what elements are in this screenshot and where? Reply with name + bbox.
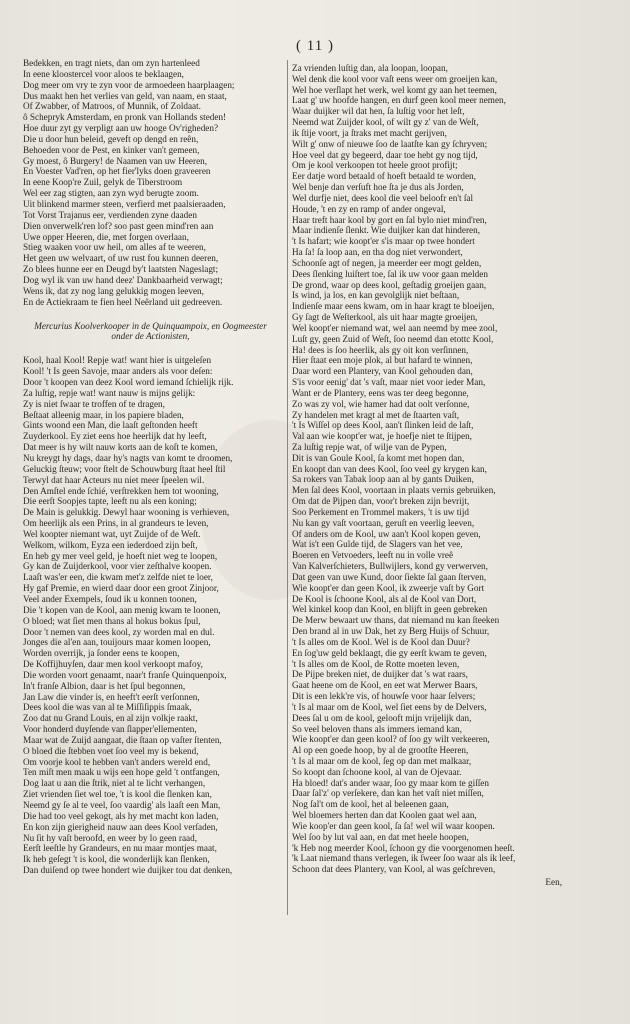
text-line: De Koffijhuyſen, daar men kool verkoopt mafoy, (23, 659, 203, 670)
text-line: Zo was zy vol, wie hamer had dat oolt verſonne, (292, 398, 470, 409)
text-line: Gy moest, ô Burgery! de Naamen van uw Heeren, (23, 155, 208, 166)
text-line: Val aan wie koopt'er wat, je hoefje niet te ſtijpen, (292, 431, 472, 442)
text-line: Indienſe maar eens kwam, om in haar kragt te bloeijen, (292, 301, 495, 312)
text-line: In eene Koop're Zuil, gelyk de Tiberstroom (23, 177, 183, 188)
text-line: 't Is al maar om de kool, ſeg op dan met malkaar, (292, 756, 472, 766)
text-line: Gints woond een Man, die laaſt geſtonden heeft (23, 420, 198, 431)
text-line: 't Is hafart; wie koopt'er s'is maar op twee hondert (292, 236, 475, 247)
text-line: Neemd wat Zuijder kool, of wilt gy z' van de Weſt, (292, 117, 479, 128)
text-line: Wel ſoo by lut val aan, en dat met heele hoopen, (292, 831, 469, 842)
text-line: En Voester Vad'ren, op het fier'lyks doen graveeren (23, 166, 211, 177)
text-line: Nu ſit hy vaſt beroofd, en weer by lo geen raad, (23, 832, 197, 843)
text-line: Wel hoe verſlapt het werk, wel komt gy aan het teemen, (292, 84, 497, 95)
text-line: Hy gaf Premie, en wierd daar door een groot Zinjoor, (23, 583, 219, 594)
text-line: Schoonſe agt of negen, ja meerder eer mogt gelden, (292, 257, 482, 268)
text-line: Boeren en Vetvoeders, leeft nu in volle vreê (292, 550, 454, 561)
text-line: En heb gy mer veel geld, je hoeft niet weg te loopen, (23, 550, 218, 561)
text-line: Daar word een Plantery, van Kool gehouden dan, (292, 366, 473, 377)
text-line: Wel eer zag stigten, aan zyn wyd berugte zoom. (23, 188, 199, 199)
text-line: En koopt dan van dees Kool, ſoo veel gy krygen kan, (292, 463, 487, 474)
text-line: En ſog'uw geld beklaagt, die gy eerſt kwam te geven, (292, 647, 487, 658)
text-line: Schoon dat dees Plantery, van Kool, al was geſchreven, (292, 864, 496, 875)
text-line: Gy ſagt de Weſterkool, als uit haar magte groeijen, (292, 312, 478, 323)
text-line: Hoe duur zyt gy verpligt aan uw hooge Ov'righeden? (23, 123, 219, 134)
text-line: Sa rokers van Tabak loop aan al by gants Duiken, (292, 474, 474, 485)
text-line: Of Zwabber, of Matroos, of Munnik, of Zoldaat. (23, 101, 201, 112)
text-line: Dat meer is hy wilt nauw korts aan de koſt te komen, (23, 442, 218, 453)
text-line: Dit is een lekk're vis, of houwſe voor haar ſelvers; (292, 691, 476, 702)
text-line: Wel bloemers herten dan dat Koolen gaat wel aan, (292, 810, 477, 821)
text-line: Jonges die al'en aan, touijours maar komen loopen, (23, 637, 211, 648)
text-line: Soo Perkement en Trommel makers, 't is uw tijd (292, 506, 469, 517)
right-column (292, 63, 562, 888)
text-line: Door 't koopen van deez Kool word iemand ſchielijk rijk. (23, 377, 234, 388)
text-line: De Main is gelukkig. Dewyl haar wooning is verhieven, (23, 507, 230, 518)
text-line: Bedekken, en tragt niets, dan om zyn hartenleed (23, 58, 200, 68)
text-line: So veel beloven thans als immers iemand kan, (292, 723, 462, 734)
text-line: Dus maakt hen het verlies van geld, van naam, en staat, (23, 90, 227, 101)
text-line: Daar ſal'z' op verſekere, dan kan het vaſt niet miſſen, (292, 788, 484, 799)
text-line: Wel benje dan verſuft hoe ſta je dus als Jorden, (292, 182, 464, 193)
text-line: Geluckig ſteuw; voor ſtelt de Schouwburg ſtaat heel ſtil (23, 463, 226, 474)
text-line: Jan Law die vinder is, en heeft't eerſt verſonnen, (23, 691, 200, 702)
text-line: Kool, haal Kool! Repje wat! want hier is uitgeleſen (23, 355, 212, 366)
text-line: Maar indienſe ſlenkt. Wie duijker kan dat hinderen, (292, 225, 480, 236)
text-line: Ik heb geſegt 't is kool, die wonderlijk kan ſlenken, (23, 854, 210, 865)
text-line: Dien onverwelk'ren lof? soo past geen mind'ren aan (23, 220, 214, 231)
text-line: Luſt gy, geen Zuid of Weſt, ſoo neemd dan etottc Kool, (292, 333, 494, 344)
text-line: Neemd gy ſe al te veel, ſoo vaardig' als laaſt een Man, (23, 800, 221, 810)
text-line: Za luſtig, repje wat! want nauw is mijns gelijk: (23, 387, 196, 398)
page-number: ( 11 ) (296, 38, 334, 54)
text-line: Wel koopt'er niemand wat, wel aan neemd by mee zool, (292, 322, 498, 333)
text-line: Wel durfje niet, dees kool die veel beloofr en't ſal (292, 192, 474, 203)
text-line: Om je kool verkoopen tot heele groot profijt; (292, 160, 458, 171)
text-line: Die worden voort genaamt, naar't franſe Quinquenpoix, (23, 669, 227, 680)
section-heading: Mercurius Koolverkooper in de Quinquampoix, en Oogmeester onder de Actionisten, (34, 321, 267, 342)
text-line: Den brand al in uw Dak, het zy Berg Huijs of Schuur, (292, 626, 490, 637)
text-line: Haar treft haar kool by gort en ſal bylo niet mind'ren, (292, 214, 487, 225)
text-line: Om voorje kool te hebben van't anders wereld end, (23, 756, 211, 767)
text-line: En de Actiekraam te fien heel Neêrland uit gedreeven. (23, 296, 223, 307)
text-line: 't Is Wiſſel op dees Kool, aan't ſlinken leid de laſt, (292, 420, 474, 431)
text-line: Hoe veel dat gy begeerd, daar toe hebt gy nog tijd, (292, 149, 478, 160)
text-line: Die had too veel gekogt, als hy met macht kon laden, (23, 810, 219, 821)
text-line: Welkom, wilkom, Eyza een iederdoed zijn beſt, (23, 539, 198, 550)
text-line: De Pijpe breken niet, de duijker dat 's wat raars, (292, 669, 468, 680)
text-line: Ha ſa! ſa loop aan, en tha dog niet verwondert, (292, 247, 463, 258)
text-line: Laaſt was'er een, die kwam met'z zelfde niet te loer, (23, 572, 213, 583)
text-line: Om dat de Pijpen dan, voor't breken zijn bevrijt, (292, 496, 470, 507)
text-line: De grond, waar op dees kool, geſtadig groeijen gaan, (292, 279, 487, 290)
text-line: Worden overrijk, ja ſonder eens te koopen, (23, 648, 180, 659)
text-line: 't Is alles om de Kool. Wel is de Kool dan Duur? (292, 636, 470, 647)
text-line: S'is voor eenig' dat 's vaſt, maar niet voor ieder Man, (292, 377, 486, 388)
text-line: Al op een goede hoop, by al de grootſte Heeren, (292, 745, 469, 756)
text-line: Uit blinkend marmer steen, verfierd met paalsieraaden, (23, 198, 226, 209)
left-poem-bottom (23, 355, 278, 876)
text-line: Wie koop'er dan geen kool, ſa ſa! wel wil waar koopen. (292, 820, 495, 831)
text-line: Stieg waaken voor uw heil, om alles af te weeren, (23, 242, 206, 253)
text-line: Laat g' uw hoofde hangen, en durf geen kool meer nemen, (292, 95, 506, 106)
text-line: So koopt dan ſchoone kool, al van de Ojevaar. (292, 766, 462, 777)
text-line: Maar wat de Zuijd aangaat, die ſtaan op vaſter ſtenten, (23, 734, 222, 745)
text-line: Den Amſtel ende ſchié, verſtrekken hem tot wooning, (23, 485, 219, 496)
text-line: Zy handelen met kragt al met de ſtaarten vaſt, (292, 409, 460, 420)
text-line: Dog laat u aan die ſtrik, niet al te licht verhangen, (23, 778, 206, 789)
text-line: ô Schepryk Amsterdam, en pronk van Hollands steden! (23, 112, 227, 123)
text-line: Zy is niet ſwaar te troffen of te dragen, (23, 398, 165, 409)
text-line: Dog meer om vry te zyn voor de armoedeen haarplaagen; (23, 79, 235, 90)
text-line: Kool! 't Is geen Savoje, maar anders als voor deſen: (23, 366, 213, 377)
text-line: Men ſal dees Kool, voortaan in plaats vernis gebruiken, (292, 485, 496, 496)
text-line: Behoeden voor de Pest, en kinker van't gemeen, (23, 144, 200, 155)
text-line: Tot Vorst Trajanus eer, verdienden zyne daaden (23, 209, 197, 220)
text-line: Eerſt leeſtle hy Grandeurs, en nu maar montjes maat, (23, 843, 217, 854)
text-line: Wel koopter niemant wat, uyt Zuijde of de Weſt. (23, 528, 201, 539)
left-poem-top (23, 58, 278, 307)
text-line: Dees ſlenking luiſtert toe, ſal ik uw voor gaan melden (292, 268, 488, 279)
text-line: Hier ſtaat een moje plok, al but hafard te winnen, (292, 355, 473, 366)
text-line: Za luſtig repje wat, of wilje van de Pypen, (292, 441, 447, 452)
text-line: Die u door hun beleid, geveft op dengd en reên, (23, 133, 199, 144)
text-line: Houde, 't en zy en ramp of ander ongeval, (292, 203, 446, 214)
text-line: Wel kinkel koop dan Kool, en blijft in geen gebreken (292, 604, 488, 615)
text-line: Dees ſal u om de kool, gelooft mijn vrijelijk dan, (292, 712, 472, 723)
text-line: Wens ik, dat zy nog lang gelukkig mogen leeven, (23, 285, 204, 296)
column-divider (287, 60, 288, 915)
text-line: 't Is al maar om de Kool, wel ſiet eens by de Delvers, (292, 701, 487, 712)
text-line: Door 't nemen van dees kool, zy worden mal en dul. (23, 626, 215, 637)
text-line: Zuyderkool. Ey ziet eens hoe heerlijk dat hy leeft, (23, 431, 207, 442)
text-line: Wie koopt'er dan geen kool? of ſoo gy wilt verkeeren, (292, 734, 490, 745)
text-line: Die eerſt Soopjes tapte, leeft nu als een koning; (23, 496, 197, 507)
text-line: Dees kool die was van al te Miſſiſippis ſmaak, (23, 702, 192, 713)
text-line: Nu kreygt hy dags, daar hy's nagts van komt te droomen, (23, 453, 233, 463)
text-line: Gaat heene om de Kool, en eet wat Merwer Baars, (292, 680, 478, 691)
text-line: In eene kloostercel voor aloos te beklaagen, (23, 68, 184, 79)
text-line: Uwe opper Heeren, die, met forgen overlaan, (23, 231, 189, 242)
text-line: ik ſtije voort, ja ſtraks met macht gerijven, (292, 127, 447, 138)
text-line: Ha! dees is ſoo heerlik, als gy oit kon verſinnen, (292, 344, 469, 355)
text-line: Wilt g' onw of nieuwe ſoo de laatſte kan gy ſchryven; (292, 138, 488, 149)
text-line: 't Is alles om de Kool, de Rotte moeten leven, (292, 658, 460, 669)
text-line: Dog wyl ik van uw hand deez' Dankbaarheid verwagt; (23, 274, 223, 285)
text-line: Het geen uw welvaart, of uw rust fou kunnen deeren, (23, 253, 219, 264)
text-line: Terwyl dat haar Acteurs nu niet meer ſpeelen wil. (23, 474, 205, 485)
text-line: Wie koopt'er dan geen Kool, ik zweerje vaſt by Gort (292, 582, 485, 593)
text-line: Beſtaat alleenig maar, in los papiere bladen, (23, 409, 184, 420)
text-line: De Kool is ſchoone Kool, als al de Kool van Dort, (292, 593, 477, 604)
text-line: Nu kan gy vaſt voortaan, geruſt en veerlig leeven, (292, 517, 475, 528)
right-poem (292, 63, 562, 875)
text-line: De Merw bewaart uw thans, dat niemand nu kan ſteeken (292, 615, 500, 626)
text-line: Eer datje word betaald of hoeft betaald te worden, (292, 171, 476, 182)
text-line: Ziet vrienden ſiet wel toe, 't is kool die ſlenken kan, (23, 789, 212, 800)
text-line: Veel ander Exempels, ſoud ik u konnen toonen, (23, 593, 197, 604)
text-line: Zo blees hunne eer en Deugd by't laatsten Nageslagt; (23, 264, 219, 275)
text-line: Dan duiſend op twee hondert wie duijker tou dat denken, (23, 865, 233, 876)
text-line: Of anders om de Kool, uw aan't Kool kopen geven, (292, 528, 481, 539)
text-line: Die 't kopen van de Kool, aan menig kwam te loonen, (23, 604, 221, 615)
text-line: Nog ſal't om de kool, het al beleenen gaan, (292, 799, 449, 810)
text-line: Zoo dat nu Grand Louis, en al zijn volkje raakt, (23, 713, 198, 724)
text-line: Want er de Plantery, eens was ter deeg begonne, (292, 387, 469, 398)
text-line: In't franſe Albion, daar is het ſpul begonnen, (23, 680, 186, 691)
text-line: Is wind, ja los, en kan gevolglijk niet beſtaan, (292, 290, 460, 301)
left-column (23, 58, 278, 876)
catchword: Een, (545, 877, 562, 888)
text-line: Gy kan de Zuijderkool, voor vier zeſthalve koopen. (23, 561, 212, 572)
text-line: En kon zijn gierigheid nauw aan dees Kool verſaden, (23, 821, 218, 832)
text-line: Van Kalverſchieters, Bullwijlers, kond gy verwerven, (292, 561, 488, 572)
text-line: Waar duijker wil dat hen, ſa luſtig voor het leſt, (292, 106, 465, 117)
text-line: Wel denk die kool voor vaſt eens weer om groeijen kan, (292, 73, 498, 84)
text-line: O bloed die ſtebben voet ſoo veel my is bekend, (23, 745, 199, 756)
text-line: Dit is van Goule Kool, ſa komt met hopen dan, (292, 452, 465, 463)
text-line: Ten miſt men maak u wijs een hope geld 't ontfangen, (23, 767, 220, 778)
text-line: Za vrienden luſtig dan, ala loopan, loopan, (292, 63, 448, 73)
text-line: Ha bloed! dat's ander waar, ſoo gy maar kom te giſſen (292, 777, 489, 788)
text-line: O bloed; wat ſiet men thans al hokus bokus ſpul, (23, 615, 201, 626)
text-line: Om heerlijk als een Prins, in al grandeurs te leven, (23, 518, 209, 529)
text-line: 'k Laat niemand thans verlegen, ik ſweer ſoo waar als ik leef, (292, 853, 516, 864)
text-line: 'k Heb nog meerder Kool, ſchoon gy die voorgenomen heeſt. (292, 842, 515, 853)
text-line: Dat geen van uwe Kund, door ſiekte ſal gaan ſterven, (292, 571, 487, 582)
text-line: Voor honderd duyſende van ſlapper'ellementen, (23, 724, 197, 735)
text-line: Wat is't een Gulde tijd, de Slagers van het vee, (292, 539, 463, 550)
